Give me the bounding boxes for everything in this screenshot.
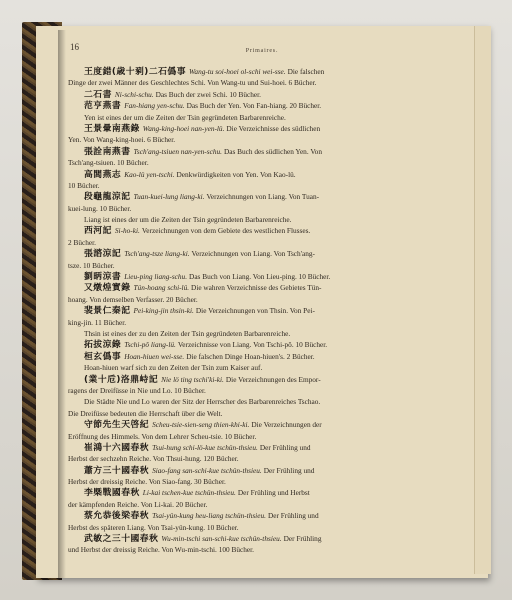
- text-line: [68, 419, 480, 430]
- line-text: Eröffnung des Himmels. Von dem Lehrer Scheu-tsie. 10 Bücher.: [68, 431, 257, 441]
- romanized-title: Siao-fang san-schi-kue tschün-thsieu.: [152, 465, 262, 475]
- text-line: [68, 282, 480, 293]
- text-line: [68, 544, 480, 555]
- text-line: [68, 146, 480, 157]
- text-line: [68, 317, 480, 328]
- text-body: [68, 66, 480, 556]
- line-text: Herbst der sechzehn Reiche. Von Thsui-hung. 120 Bücher.: [68, 454, 239, 464]
- page-edge: [474, 26, 491, 574]
- line-text: Die Verzeichnungen des Empor-: [225, 374, 321, 384]
- chinese-title: 桓玄僞事: [84, 351, 122, 362]
- text-line: [68, 100, 480, 111]
- text-line: [68, 203, 480, 214]
- line-text: Das Buch der Yen. Von Fan-hiang. 20 Bücher.: [186, 101, 322, 111]
- text-line: [68, 248, 480, 259]
- text-line: [68, 408, 480, 419]
- line-text: tsze. 10 Bücher.: [68, 260, 115, 270]
- line-text: Das Buch von Liang. Von Lieu-ping. 10 Bücher.: [189, 272, 331, 282]
- line-text: Verzeichnisse von Liang. Von Tschi-pô. 10 Bücher.: [177, 340, 328, 350]
- chinese-title: 王度錯(歳十剢)二石僞事: [84, 67, 187, 77]
- line-text: Die Dreifüsse bedeuten die Herrschaft über die Welt.: [68, 408, 223, 418]
- romanized-title: Kao-lü yen-tschi.: [124, 169, 175, 179]
- text-line: [68, 271, 480, 282]
- chinese-title: 蔡允恭後梁春秋: [84, 511, 150, 522]
- romanized-title: Tschi-pô liang-lü.: [124, 340, 176, 350]
- line-text: Der Frühling und: [263, 465, 315, 475]
- line-text: Herbst des späteren Liang. Von Tsai-yün-kung. 10 Bücher.: [68, 522, 239, 532]
- line-text: Liang ist eines der um die Zeiten der Tsin gegründeten Barbarenreiche.: [84, 215, 292, 225]
- romanized-title: Lieu-ping liang-schu.: [124, 272, 188, 282]
- line-text: Dinge der zwei Männer des Geschlechtes Schi. Von Wang-tu und Sui-hoei. 6 Bücher.: [68, 78, 317, 88]
- book-page: [36, 26, 488, 578]
- text-line: [68, 510, 480, 521]
- chinese-title: 武敏之三十國春秋: [84, 534, 159, 545]
- romanized-title: Tün-hoang schi-lü.: [133, 283, 190, 293]
- line-text: Der Frühling: [283, 534, 322, 544]
- line-text: hoang. Von demselben Verfasser. 20 Bücher.: [68, 294, 198, 304]
- chinese-title: 裴景仁秦記: [84, 306, 131, 317]
- text-line: [68, 374, 480, 385]
- text-line: [68, 465, 480, 476]
- chinese-title: 守節先生天啓紀: [84, 420, 150, 431]
- text-line: [68, 487, 480, 498]
- romanized-title: Scheu-tsie-sien-seng thien-khi-ki.: [152, 420, 250, 430]
- romanized-title: Li-kai tschen-kue tschün-thsieu.: [142, 488, 236, 498]
- romanized-title: Tsch'ang-tsze liang-ki.: [124, 249, 190, 259]
- chinese-title: 范亨燕書: [84, 101, 122, 112]
- text-line: [68, 305, 480, 316]
- spine-shadow: [58, 30, 66, 578]
- text-line: [68, 294, 480, 305]
- text-line: [68, 351, 480, 362]
- chinese-title: 二石書: [84, 89, 112, 100]
- text-line: [68, 112, 480, 123]
- line-text: Verzeichnungen von dem Gebiete des westlichen Flusses.: [141, 226, 311, 236]
- line-text: Die Verzeichnungen der: [251, 420, 322, 430]
- text-line: [68, 191, 480, 202]
- line-text: Das Buch des südlichen Yen. Von: [223, 146, 322, 156]
- text-line: [68, 169, 480, 180]
- chinese-title: 拓拔涼錄: [84, 340, 122, 351]
- line-text: Die Verzeichnisse des südlichen: [226, 123, 321, 133]
- text-line: [68, 362, 480, 373]
- line-text: Hoan-hiuen warf sich zu den Zeiten der Tsin zum Kaiser auf.: [84, 363, 263, 373]
- line-text: 10 Bücher.: [68, 180, 100, 190]
- line-text: Tsch'ang-tsiuen. 10 Bücher.: [68, 158, 149, 168]
- romanized-title: Hoan-hiuen wei-sse.: [124, 351, 185, 361]
- text-line: [68, 396, 480, 407]
- running-head: Primaires.: [245, 48, 279, 54]
- line-text: Herbst der dreissig Reiche. Von Siao-fang. 30 Bücher.: [68, 477, 226, 487]
- text-line: [68, 237, 480, 248]
- romanized-title: Wu-min-tschi san-schi-kue tschün-thsieu.: [161, 534, 282, 544]
- romanized-title: Tsui-hung schi-lö-kue tschün-thsieu.: [152, 442, 258, 452]
- line-text: Der Frühling und Herbst: [237, 488, 310, 498]
- text-line: [68, 77, 480, 88]
- text-line: [68, 214, 480, 225]
- text-line: [68, 66, 480, 77]
- text-line: [68, 157, 480, 168]
- text-line: [68, 476, 480, 487]
- text-line: [68, 385, 480, 396]
- text-line: [68, 431, 480, 442]
- line-text: 2 Bücher.: [68, 237, 96, 247]
- line-text: kuei-lung. 10 Bücher.: [68, 203, 132, 213]
- line-text: Denkwürdigkeiten von Yen. Von Kao-lü.: [176, 169, 296, 179]
- text-line: [68, 453, 480, 464]
- romanized-title: Wang-king-hoei nan-yen-lü.: [142, 123, 225, 133]
- text-line: [68, 442, 480, 453]
- text-line: [68, 180, 480, 191]
- line-text: Der Frühling und: [259, 442, 311, 452]
- line-text: Die Verzeichnungen von Thsin. Von Pei-: [195, 306, 315, 316]
- line-text: Die falschen: [287, 67, 325, 76]
- chinese-title: 劉昞涼書: [84, 272, 122, 283]
- romanized-title: Tuan-kuei-lung liang-ki.: [133, 192, 205, 202]
- text-line: [68, 134, 480, 145]
- line-text: Die wahren Verzeichnisse des Gebietes Tün-: [191, 283, 322, 293]
- chinese-title: 張諮涼記: [84, 249, 122, 260]
- line-text: und Herbst der dreissig Reiche. Von Wu-min-tschi. 100 Bücher.: [68, 545, 254, 555]
- romanized-title: Nie lö ting tschi'ki-ki.: [161, 374, 224, 384]
- chinese-title: 段龜龍涼記: [84, 192, 131, 203]
- line-text: Die Städte Nie und Lo waren der Sitz der Herrscher des Barbarenreiches Tschao.: [84, 397, 321, 407]
- chinese-title: 王景暈南燕錄: [84, 123, 140, 134]
- text-line: [68, 328, 480, 339]
- romanized-title: Pei-king-jin thsin-ki.: [133, 306, 194, 316]
- text-line: [68, 339, 480, 350]
- chinese-title: 又燉煌實錄: [84, 283, 131, 294]
- romanized-title: Tsai-yün-kung heu-liang tschün-thsieu.: [152, 511, 266, 521]
- line-text: Thsin ist eines der zu den Zeiten der Tsin gegründeten Barbarenreiche.: [84, 328, 291, 338]
- chinese-title: 李槩戰國春秋: [84, 488, 140, 499]
- chinese-title: 西河記: [84, 226, 112, 237]
- romanized-title: Fan-hiang yen-schu.: [124, 101, 185, 111]
- chinese-title: 張詮南燕書: [84, 146, 131, 157]
- romanized-title: Wang-tu soi-hoei ol-schi wei-sse.: [189, 67, 286, 76]
- line-text: Die falschen Dinge Hoan-hiuen's. 2 Bücher.: [186, 351, 315, 361]
- line-text: Verzeichnungen von Liang. Von Tsch'ang-: [191, 249, 315, 259]
- line-text: Yen ist eines der um die Zeiten der Tsin gegründeten Barbarenreiche.: [84, 112, 286, 122]
- text-line: [68, 499, 480, 510]
- text-line: [68, 260, 480, 271]
- text-line: [68, 89, 480, 100]
- chinese-title: 蕭方三十國春秋: [84, 465, 150, 476]
- line-text: Yen. Von Wang-king-hoei. 6 Bücher.: [68, 135, 176, 145]
- text-line: [68, 225, 480, 236]
- line-text: ragens der Dreifüsse in Nie und Lo. 10 Bücher.: [68, 385, 206, 395]
- text-line: [68, 522, 480, 533]
- text-line: [68, 123, 480, 134]
- line-text: king-jin. 11 Bücher.: [68, 317, 127, 327]
- chinese-title: 高閭燕志: [84, 169, 122, 180]
- line-text: Verzeichnungen von Liang. Von Tuan-: [206, 192, 320, 202]
- text-line: [68, 533, 480, 544]
- chinese-title: (業十卮)洛鼎峙記: [84, 374, 159, 385]
- chinese-title: 崔鴻十六國春秋: [84, 442, 150, 453]
- line-text: der kämpfenden Reiche. Von Li-kai. 20 Bücher.: [68, 499, 208, 509]
- romanized-title: Ni-schi-schu.: [114, 89, 154, 99]
- line-text: Der Frühling und: [267, 511, 319, 521]
- romanized-title: Si-ho-ki.: [114, 226, 140, 236]
- line-text: Das Buch der zwei Schi. 10 Bücher.: [155, 89, 261, 99]
- romanized-title: Tsch'ang-tsiuen nan-yen-schu.: [133, 146, 222, 156]
- page-number: 16: [70, 42, 79, 52]
